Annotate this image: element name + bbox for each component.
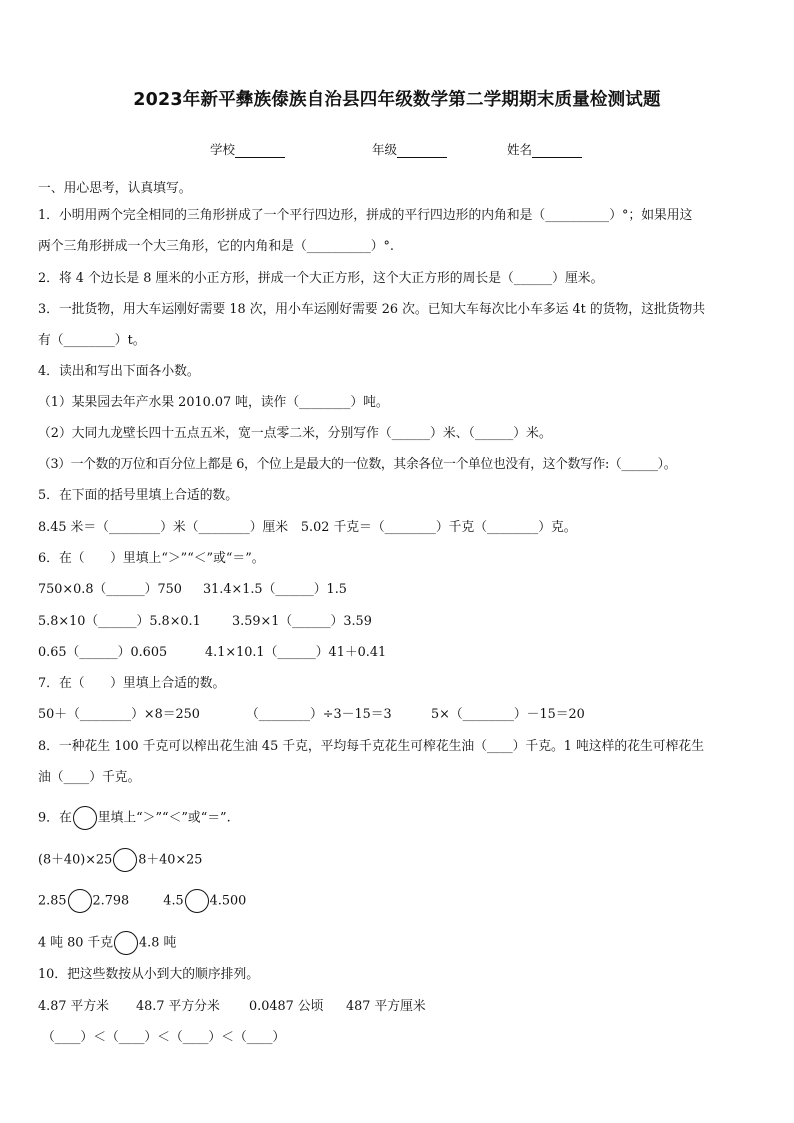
expression: 31.4×1.5（______）1.5 (203, 582, 347, 597)
question-1-line-1: 1．小明用两个完全相同的三角形拼成了一个平行四边形，拼成的平行四边形的内角和是（__________）°；如果用这 (38, 208, 693, 223)
question-3-line-2: 有（________）t。 (38, 333, 146, 348)
quantity-item: 487 平方厘米 (346, 999, 426, 1014)
question-9-row-3 (38, 931, 756, 955)
quantity-item: 4.87 平方米 (38, 999, 109, 1014)
quantity-item: 0.0487 公顷 (249, 999, 324, 1014)
expression: 4.5 (163, 893, 184, 909)
grade-label: 年级 (372, 142, 398, 157)
expression: 2.85 (38, 893, 67, 909)
question-1-line-2: 两个三角形拼成一个大三角形，它的内角和是（__________）°. (38, 239, 394, 254)
expression: 750×0.8（______）750 (38, 582, 182, 597)
grade-field[interactable] (372, 140, 447, 158)
school-label: 学校 (210, 142, 236, 157)
question-10-answer: （____）＜（____）＜（____）＜（____） (42, 1030, 286, 1045)
expression: 4 吨 80 千克 (38, 935, 114, 951)
question-3-line-1: 3．一批货物，用大车运刚好需要 18 次，用小车运刚好需要 26 次。已知大车每次比小车多运 4t 的货物，这批货物共 (38, 302, 706, 317)
expression: 3.59×1（______）3.59 (232, 614, 372, 629)
question-2: 2．将 4 个边长是 8 厘米的小正方形，拼成一个大正方形，这个大正方形的周长是（______）厘米。 (38, 271, 604, 286)
question-9-suffix: 里填上“＞”“＜”或“＝”. (97, 810, 231, 826)
question-4-part-3: （3）一个数的万位和百分位上都是 6，个位上是最大的一位数，其余各位一个单位也没有，这个数写作:（______）。 (38, 457, 677, 472)
question-6: 6．在（ ）里填上“＞”“＜”或“＝”。 (38, 551, 265, 566)
expression: （________）÷3－15＝3 (246, 707, 392, 722)
name-blank[interactable] (532, 144, 582, 158)
quantity-item: 48.7 平方分米 (136, 999, 220, 1014)
expression: 5.8×10（______）5.8×0.1 (38, 614, 201, 629)
question-9-row-1 (38, 848, 756, 872)
answer-circle[interactable] (114, 931, 138, 955)
question-9 (38, 806, 756, 830)
expression: 50＋（________）×8＝250 (38, 707, 200, 722)
question-4-part-1: （1）某果园去年产水果 2010.07 吨，读作（________）吨。 (38, 395, 389, 410)
question-9-row-2 (38, 889, 756, 913)
school-blank[interactable] (235, 144, 285, 158)
question-8-line-2: 油（____）千克。 (38, 770, 141, 785)
expression: (8＋40)×25 (38, 852, 113, 868)
question-5-line-1: 8.45 米＝（________）米（________）厘米 5.02 千克＝（________）千克（________）克。 (38, 520, 577, 535)
answer-circle[interactable] (73, 806, 97, 830)
question-5: 5．在下面的括号里填上合适的数。 (38, 488, 239, 503)
grade-blank[interactable] (397, 144, 447, 158)
question-10: 10．把这些数按从小到大的顺序排列。 (38, 967, 260, 982)
question-8-line-1: 8．一种花生 100 千克可以榨出花生油 45 千克，平均每千克花生可榨花生油（____）千克。1 吨这样的花生可榨花生 (38, 739, 704, 754)
question-9-prefix: 9．在 (38, 810, 72, 826)
question-4-part-2: （2）大同九龙壁长四十五点五米，宽一点零二米，分别写作（______）米、（______）米。 (38, 426, 552, 441)
school-field[interactable] (210, 140, 285, 158)
answer-circle[interactable] (185, 889, 209, 913)
answer-circle[interactable] (113, 848, 137, 872)
section-heading: 一、用心思考，认真填写。 (38, 181, 192, 196)
name-label: 姓名 (507, 142, 533, 157)
expression: 4.1×10.1（______）41＋0.41 (205, 645, 387, 660)
expression: 8＋40×25 (138, 852, 203, 868)
expression: 4.8 吨 (139, 935, 177, 951)
expression: 2.798 (92, 893, 130, 909)
name-field[interactable] (507, 140, 582, 158)
expression: 0.65（______）0.605 (38, 645, 168, 660)
question-4: 4．读出和写出下面各小数。 (38, 364, 200, 379)
question-7: 7．在（ ）里填上合适的数。 (38, 676, 226, 691)
expression: 4.500 (209, 893, 247, 909)
answer-circle[interactable] (68, 889, 92, 913)
expression: 5×（________）－15＝20 (431, 707, 585, 722)
page-title: 2023年新平彝族傣族自治县四年级数学第二学期期末质量检测试题 (133, 90, 661, 110)
